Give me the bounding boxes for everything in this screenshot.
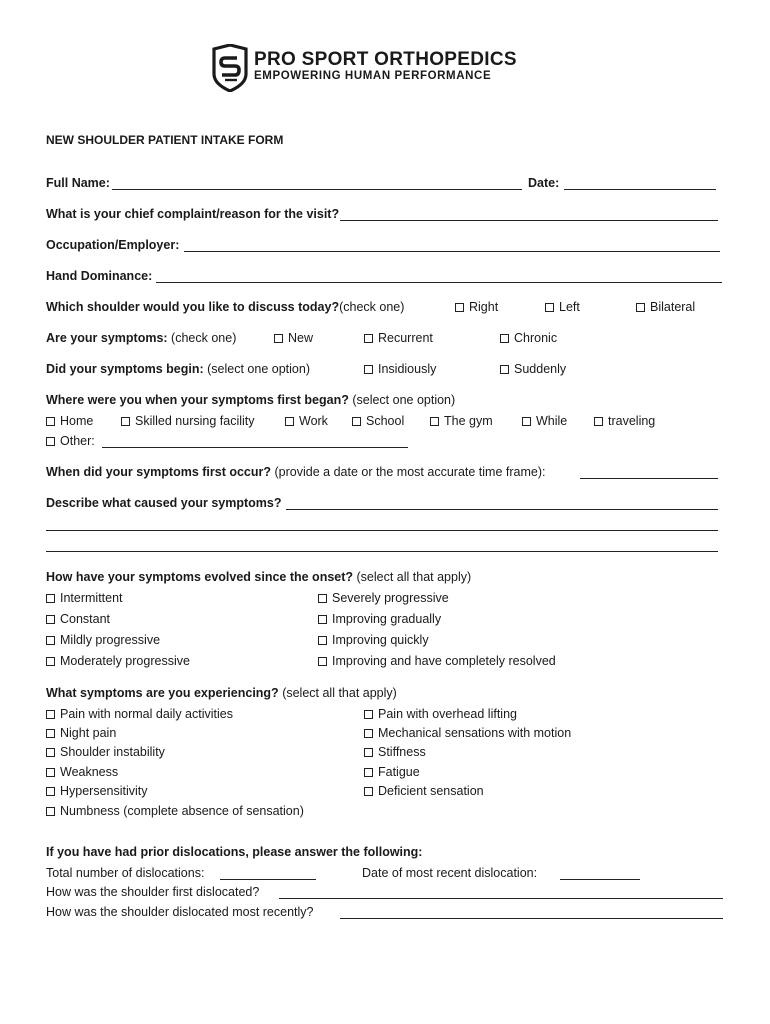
full-name-field[interactable] (112, 189, 522, 190)
symptoms-option-chronic[interactable]: Chronic (500, 331, 557, 346)
evolved-question (46, 570, 471, 585)
checkbox[interactable] (352, 417, 361, 426)
checkbox[interactable] (46, 615, 55, 624)
evolved-option-severely[interactable]: Severely progressive (318, 591, 449, 606)
when-field[interactable] (580, 478, 718, 479)
checkbox[interactable] (285, 417, 294, 426)
begin-option-suddenly[interactable]: Suddenly (500, 362, 566, 377)
checkbox[interactable] (364, 748, 373, 757)
cause-field-line-3[interactable] (46, 551, 718, 552)
where-option-skilled-nursing[interactable]: Skilled nursing facility (121, 414, 255, 429)
recent-date-field[interactable] (560, 879, 640, 880)
shoulder-option-bilateral[interactable]: Bilateral (636, 300, 695, 315)
checkbox[interactable] (46, 657, 55, 666)
total-dislocations-field[interactable] (220, 879, 316, 880)
symptoms-type-hint: (check one) (171, 331, 237, 345)
exp-option-mechanical[interactable]: Mechanical sensations with motion (364, 726, 571, 741)
shield-s-logo-icon (210, 44, 250, 92)
evolved-option-resolved[interactable]: Improving and have completely resolved (318, 654, 556, 669)
symptoms-begin-text: Did your symptoms begin: (46, 362, 204, 376)
exp-option-weakness[interactable]: Weakness (46, 765, 118, 780)
exp-option-overhead-pain[interactable]: Pain with overhead lifting (364, 707, 517, 722)
checkbox[interactable] (46, 710, 55, 719)
when-question-hint: (provide a date or the most accurate time frame): (274, 465, 546, 479)
first-dislocation-label: How was the shoulder first dislocated? (46, 885, 260, 899)
checkbox[interactable] (522, 417, 531, 426)
occupation-field[interactable] (184, 251, 720, 252)
evolved-option-constant[interactable]: Constant (46, 612, 110, 627)
checkbox[interactable] (500, 334, 509, 343)
exp-option-deficient-sensation[interactable]: Deficient sensation (364, 784, 484, 799)
checkbox[interactable] (46, 787, 55, 796)
symptoms-begin-hint: (select one option) (207, 362, 310, 376)
where-question-hint: (select one option) (352, 393, 456, 407)
experiencing-question (46, 686, 397, 701)
where-question (46, 393, 455, 408)
checkbox[interactable] (46, 748, 55, 757)
occupation-label: Occupation/Employer: (46, 238, 180, 252)
checkbox[interactable] (318, 636, 327, 645)
where-option-work[interactable]: Work (285, 414, 328, 429)
cause-question: Describe what caused your symptoms? (46, 496, 282, 510)
checkbox[interactable] (46, 437, 55, 446)
shoulder-option-left[interactable]: Left (545, 300, 580, 315)
checkbox[interactable] (274, 334, 283, 343)
checkbox[interactable] (46, 768, 55, 777)
begin-option-insidiously[interactable]: Insidiously (364, 362, 436, 377)
symptoms-option-new[interactable]: New (274, 331, 313, 346)
checkbox[interactable] (594, 417, 603, 426)
exp-option-daily-pain[interactable]: Pain with normal daily activities (46, 707, 233, 722)
experiencing-question-hint: (select all that apply) (282, 686, 397, 700)
evolved-question-text: How have your symptoms evolved since the onset? (46, 570, 354, 584)
chief-complaint-label: What is your chief complaint/reason for the visit? (46, 207, 340, 221)
exp-option-instability[interactable]: Shoulder instability (46, 745, 165, 760)
checkbox[interactable] (46, 594, 55, 603)
where-option-traveling[interactable]: traveling (594, 414, 655, 429)
checkbox[interactable] (364, 710, 373, 719)
cause-field-line-2[interactable] (46, 530, 718, 531)
total-dislocations-label: Total number of dislocations: (46, 866, 205, 880)
company-name: PRO SPORT ORTHOPEDICS (254, 49, 517, 70)
where-other-field[interactable] (102, 447, 408, 448)
hand-dominance-field[interactable] (156, 282, 722, 283)
checkbox[interactable] (364, 365, 373, 374)
symptoms-option-recurrent[interactable]: Recurrent (364, 331, 433, 346)
checkbox[interactable] (364, 334, 373, 343)
checkbox[interactable] (46, 807, 55, 816)
checkbox[interactable] (455, 303, 464, 312)
checkbox[interactable] (545, 303, 554, 312)
exp-option-fatigue[interactable]: Fatigue (364, 765, 420, 780)
exp-option-numbness[interactable]: Numbness (complete absence of sensation) (46, 804, 304, 819)
checkbox[interactable] (636, 303, 645, 312)
symptoms-type-question (46, 331, 236, 346)
where-option-school[interactable]: School (352, 414, 404, 429)
checkbox[interactable] (46, 417, 55, 426)
checkbox[interactable] (46, 636, 55, 645)
where-option-while[interactable]: While (522, 414, 567, 429)
cause-field-line-1[interactable] (286, 509, 718, 510)
first-dislocation-field[interactable] (279, 898, 723, 899)
checkbox[interactable] (121, 417, 130, 426)
checkbox[interactable] (364, 768, 373, 777)
checkbox[interactable] (430, 417, 439, 426)
evolved-option-mildly[interactable]: Mildly progressive (46, 633, 160, 648)
evolved-option-intermittent[interactable]: Intermittent (46, 591, 123, 606)
where-option-gym[interactable]: The gym (430, 414, 493, 429)
form-title: NEW SHOULDER PATIENT INTAKE FORM (46, 133, 284, 147)
chief-complaint-field[interactable] (340, 220, 718, 221)
shoulder-option-right[interactable]: Right (455, 300, 498, 315)
where-option-other[interactable]: Other: (46, 434, 95, 449)
evolved-option-moderately[interactable]: Moderately progressive (46, 654, 190, 669)
exp-option-stiffness[interactable]: Stiffness (364, 745, 426, 760)
recent-dislocation-label: How was the shoulder dislocated most recently? (46, 905, 314, 919)
hand-dominance-label: Hand Dominance: (46, 269, 153, 283)
shoulder-question-text: Which shoulder would you like to discuss today? (46, 300, 340, 314)
date-label: Date: (528, 176, 560, 190)
checkbox[interactable] (364, 787, 373, 796)
logo (210, 44, 250, 92)
company-tagline: EMPOWERING HUMAN PERFORMANCE (254, 70, 492, 82)
shoulder-question (46, 300, 404, 315)
full-name-label: Full Name: (46, 176, 110, 190)
checkbox[interactable] (318, 657, 327, 666)
when-question (46, 465, 545, 480)
shoulder-question-hint: (check one) (339, 300, 405, 314)
date-field[interactable] (564, 189, 716, 190)
where-question-text: Where were you when your symptoms first began? (46, 393, 349, 407)
checkbox[interactable] (318, 594, 327, 603)
checkbox[interactable] (364, 729, 373, 738)
symptoms-begin-question (46, 362, 310, 377)
checkbox[interactable] (46, 729, 55, 738)
when-question-text: When did your symptoms first occur? (46, 465, 272, 479)
recent-date-label: Date of most recent dislocation: (362, 866, 538, 880)
evolved-option-improving-quickly[interactable]: Improving quickly (318, 633, 429, 648)
experiencing-question-text: What symptoms are you experiencing? (46, 686, 279, 700)
where-option-home[interactable]: Home (46, 414, 93, 429)
symptoms-type-text: Are your symptoms: (46, 331, 168, 345)
recent-dislocation-field[interactable] (340, 918, 723, 919)
exp-option-hypersensitivity[interactable]: Hypersensitivity (46, 784, 148, 799)
checkbox[interactable] (500, 365, 509, 374)
dislocations-heading: If you have had prior dislocations, please answer the following: (46, 845, 423, 859)
exp-option-night-pain[interactable]: Night pain (46, 726, 116, 741)
evolved-option-improving-gradually[interactable]: Improving gradually (318, 612, 441, 627)
checkbox[interactable] (318, 615, 327, 624)
evolved-question-hint: (select all that apply) (356, 570, 472, 584)
